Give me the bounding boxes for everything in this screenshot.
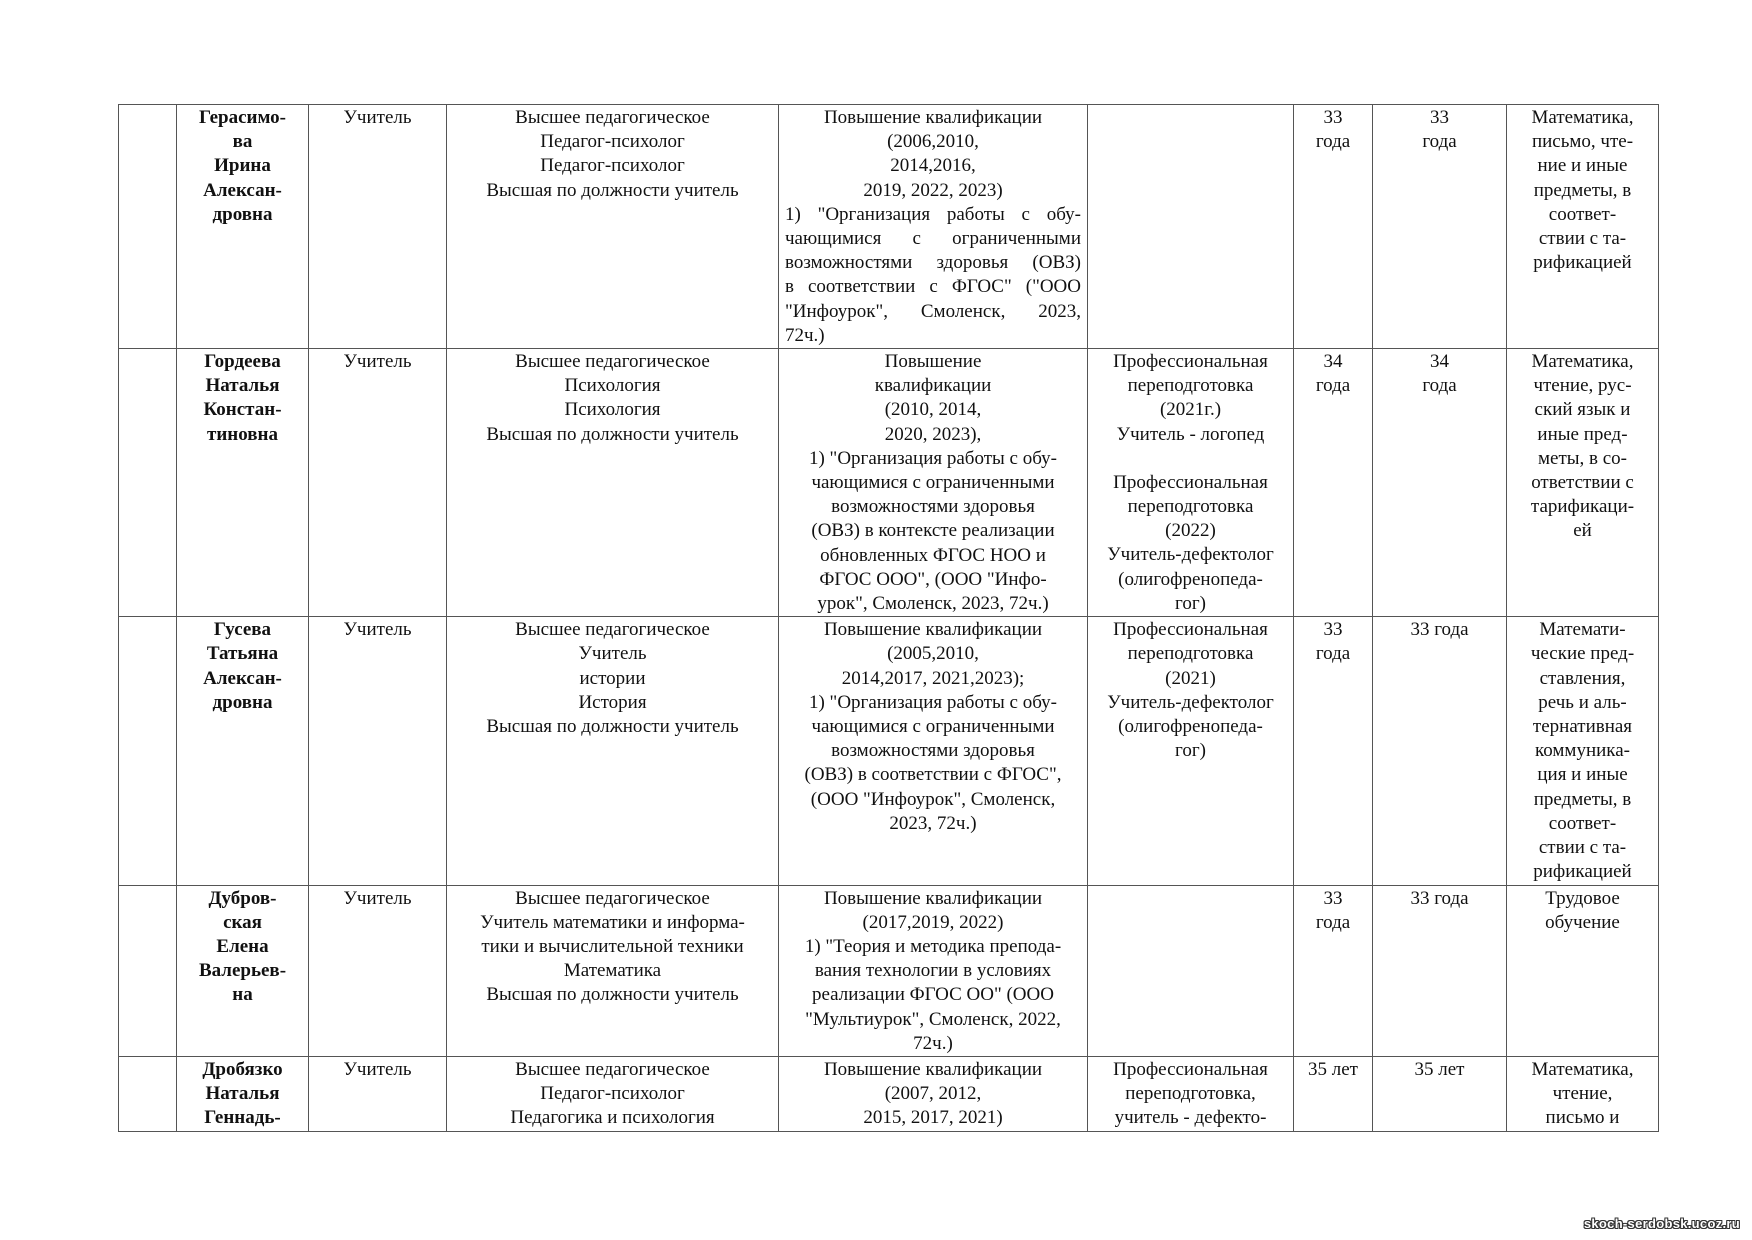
total-experience-line: года — [1315, 911, 1351, 933]
subjects-line: иные пред- — [1537, 423, 1628, 445]
retraining-line: (2021) — [1165, 667, 1216, 689]
teacher-name-line: дровна — [212, 691, 273, 713]
training-line: обновленных ФГОС НОО и — [820, 544, 1046, 566]
teacher-name-line: Наталья — [205, 1083, 280, 1105]
subjects-line: письмо и — [1545, 1107, 1620, 1129]
table-row — [119, 885, 1659, 1056]
teacher-name-cell — [177, 1056, 309, 1131]
total-experience-cell — [1294, 105, 1373, 349]
teaching-experience-line: 35 лет — [1414, 1058, 1465, 1080]
education-line: Учитель математики и информа- — [480, 911, 745, 933]
teacher-name-line: Герасимо- — [198, 107, 287, 128]
training-line: возможностями здоровья (ОВЗ) — [785, 252, 1081, 274]
table-row — [119, 1056, 1659, 1131]
teacher-name-line: Валерьев- — [198, 960, 287, 982]
retraining-cell — [1088, 885, 1294, 1056]
teaching-experience-line: 33 — [1430, 107, 1449, 128]
subjects-line: Трудовое — [1545, 887, 1620, 909]
position-text: Учитель — [343, 107, 412, 128]
training-line: вания технологии в условиях — [814, 960, 1052, 982]
retraining-line: Профессиональная — [1113, 619, 1268, 641]
education-line: Педагог-психолог — [540, 155, 685, 177]
training-line: 1) "Теория и методика препода- — [804, 935, 1062, 957]
education-line: Педагогика и психология — [510, 1107, 715, 1129]
education-line: Психология — [564, 399, 661, 421]
training-cell — [779, 617, 1088, 885]
row-number-cell — [119, 1056, 177, 1131]
training-line: Повышение — [884, 351, 982, 373]
retraining-cell — [1088, 1056, 1294, 1131]
retraining-line: Профессиональная — [1113, 471, 1268, 493]
teacher-name-line: Дробязко — [202, 1058, 283, 1080]
training-line: (2017,2019, 2022) — [862, 911, 1004, 933]
teacher-name-line: Татьяна — [206, 643, 279, 665]
subjects-line: предметы, в — [1533, 788, 1632, 810]
training-line: "Инфоурок", Смоленск, 2023, — [785, 300, 1081, 322]
training-line: (2005,2010, — [887, 643, 979, 665]
subjects-line: ствии с та- — [1538, 837, 1627, 859]
training-cell — [779, 349, 1088, 617]
total-experience-line: 35 лет — [1308, 1058, 1358, 1080]
teacher-name-line: на — [232, 984, 253, 1006]
retraining-cell — [1088, 349, 1294, 617]
education-line: Высшая по должности учитель — [486, 716, 739, 738]
training-line: 2015, 2017, 2021) — [863, 1107, 1003, 1129]
teaching-experience-cell — [1373, 617, 1507, 885]
subjects-line: ответствии с — [1531, 472, 1634, 494]
teaching-experience-cell — [1373, 885, 1507, 1056]
training-line: Повышение квалификации — [823, 1058, 1043, 1080]
subjects-line: тернативная — [1532, 716, 1633, 738]
education-cell — [447, 885, 779, 1056]
training-line: (2007, 2012, — [884, 1083, 982, 1105]
total-experience-line: 33 — [1323, 619, 1343, 641]
training-line: (ОВЗ) в контексте реализации — [811, 520, 1055, 542]
training-line: чающимися с ограниченными — [811, 716, 1055, 738]
site-watermark: skoch-serdobsk.ucoz.ru — [1583, 1216, 1740, 1231]
retraining-line: Учитель-дефектолог — [1107, 691, 1274, 713]
position-cell — [309, 349, 447, 617]
retraining-line: (2021г.) — [1159, 399, 1222, 421]
retraining-line: (олигофренопеда- — [1118, 716, 1263, 738]
training-line: (2006,2010, — [887, 131, 979, 153]
training-cell — [779, 1056, 1088, 1131]
staff-table-body — [119, 105, 1659, 1132]
education-cell — [447, 105, 779, 349]
training-line: 1) "Организация работы с обу- — [808, 447, 1057, 469]
teacher-name-line: Гордеева — [204, 351, 281, 373]
position-text: Учитель — [343, 351, 412, 373]
subjects-line: рификацией — [1533, 252, 1632, 274]
teaching-experience-line: 34 — [1430, 351, 1449, 373]
retraining-line: Профессиональная — [1113, 351, 1268, 373]
training-line: чающимися с ограниченными — [785, 228, 1081, 250]
education-line: Высшее педагогическое — [515, 887, 710, 909]
total-experience-line: года — [1315, 375, 1351, 397]
subjects-cell — [1507, 617, 1659, 885]
training-line: 72ч.) — [913, 1032, 953, 1054]
education-line: История — [578, 691, 647, 713]
teaching-experience-line: 33 года — [1410, 887, 1469, 909]
education-line: Высшее педагогическое — [515, 1058, 710, 1080]
subjects-line: Математика, — [1531, 107, 1634, 128]
total-experience-line: 33 — [1323, 887, 1343, 909]
total-experience-line: года — [1315, 131, 1351, 153]
subjects-line: тарификаци- — [1530, 496, 1635, 518]
subjects-line: ей — [1573, 520, 1592, 542]
row-number-cell — [119, 105, 177, 349]
position-cell — [309, 617, 447, 885]
subjects-cell — [1507, 349, 1659, 617]
subjects-line: Математика, — [1531, 351, 1634, 373]
education-cell — [447, 349, 779, 617]
row-number-cell — [119, 885, 177, 1056]
subjects-line: обучение — [1545, 911, 1620, 933]
teacher-name-line: дровна — [212, 203, 273, 225]
subjects-line: письмо, чте- — [1531, 131, 1634, 153]
subjects-line: коммуника- — [1535, 740, 1630, 762]
retraining-cell — [1088, 105, 1294, 349]
training-line: квалификации — [874, 375, 992, 397]
subjects-line: ческие пред- — [1530, 643, 1635, 665]
training-line: Повышение квалификации — [823, 887, 1043, 909]
teacher-name-line: Алексан- — [203, 179, 282, 201]
retraining-line: гог) — [1175, 592, 1206, 614]
training-line: в соответствии с ФГОС" ("ООО — [785, 276, 1081, 298]
teacher-name-line: Ирина — [214, 155, 271, 177]
training-line: реализации ФГОС ОО" (ООО — [812, 984, 1054, 1006]
position-cell — [309, 105, 447, 349]
position-text: Учитель — [343, 619, 412, 641]
total-experience-cell — [1294, 617, 1373, 885]
training-line: урок", Смоленск, 2023, 72ч.) — [817, 593, 1049, 615]
position-cell — [309, 885, 447, 1056]
education-line: Педагог-психолог — [540, 131, 685, 153]
table-row — [119, 617, 1659, 885]
teacher-name-cell — [177, 349, 309, 617]
row-number-cell — [119, 617, 177, 885]
teaching-experience-line: года — [1422, 131, 1457, 153]
subjects-line: ние и иные — [1537, 155, 1628, 177]
education-line: Высшее педагогическое — [515, 619, 710, 641]
training-cell — [779, 885, 1088, 1056]
retraining-line: переподготовка, — [1125, 1083, 1256, 1105]
retraining-line: (олигофренопеда- — [1118, 568, 1263, 590]
training-line: 1) "Организация работы с обу- — [808, 691, 1057, 713]
position-text: Учитель — [343, 887, 412, 909]
training-line: ФГОС ООО", (ООО "Инфо- — [819, 568, 1047, 590]
subjects-cell — [1507, 105, 1659, 349]
subjects-line: соответ- — [1548, 203, 1617, 225]
subjects-line: меты, в со- — [1537, 447, 1627, 469]
teaching-experience-cell — [1373, 349, 1507, 617]
subjects-line: ставления, — [1539, 667, 1626, 689]
subjects-line: ский язык и — [1534, 399, 1631, 421]
subjects-line: предметы, в — [1533, 179, 1632, 201]
retraining-line: Учитель - логопед — [1116, 423, 1265, 445]
staff-table — [118, 104, 1659, 1132]
training-line: Повышение квалификации — [823, 107, 1043, 128]
teacher-name-line: Наталья — [205, 375, 280, 397]
training-line: 2019, 2022, 2023) — [863, 179, 1003, 201]
retraining-line: переподготовка — [1127, 496, 1254, 518]
training-line: чающимися с ограниченными — [811, 472, 1055, 494]
teacher-name-line: Констан- — [203, 399, 282, 421]
retraining-line: Профессиональная — [1113, 1058, 1268, 1080]
teacher-name-line: Геннадь- — [204, 1107, 281, 1129]
training-line: 72ч.) — [785, 324, 825, 346]
retraining-line: переподготовка — [1127, 375, 1254, 397]
position-cell — [309, 1056, 447, 1131]
subjects-line: ствии с та- — [1538, 228, 1627, 250]
teaching-experience-line: года — [1422, 375, 1457, 397]
retraining-cell — [1088, 617, 1294, 885]
training-line: 2014,2016, — [890, 155, 976, 177]
retraining-line: учитель - дефекто- — [1114, 1107, 1267, 1129]
teacher-name-cell — [177, 885, 309, 1056]
education-line: Педагог-психолог — [540, 1083, 685, 1105]
subjects-line: ция и иные — [1537, 764, 1628, 786]
subjects-line: соответ- — [1548, 812, 1617, 834]
education-line: Математика — [563, 960, 662, 982]
training-cell — [779, 105, 1088, 349]
table-row — [119, 349, 1659, 617]
subjects-line: Математика, — [1531, 1058, 1634, 1080]
training-line: 1) "Организация работы с обу- — [785, 203, 1081, 225]
total-experience-line: 33 — [1323, 107, 1343, 128]
retraining-line: гог) — [1175, 740, 1206, 762]
retraining-line: (2022) — [1165, 520, 1216, 542]
teaching-experience-line: 33 года — [1410, 619, 1469, 641]
education-line: Высшая по должности учитель — [486, 179, 739, 201]
training-line: возможностями здоровья — [831, 740, 1035, 762]
education-line: Высшее педагогическое — [515, 351, 710, 373]
teacher-name-line: ская — [223, 911, 262, 933]
training-line: возможностями здоровья — [831, 496, 1035, 518]
training-line: (ОВЗ) в соответствии с ФГОС", — [804, 764, 1062, 786]
training-line: "Мультиурок", Смоленск, 2022, — [805, 1008, 1061, 1030]
education-line: Высшая по должности учитель — [486, 984, 739, 1006]
subjects-line: чтение, — [1552, 1083, 1613, 1105]
teaching-experience-cell — [1373, 105, 1507, 349]
subjects-line: Математи- — [1539, 619, 1626, 641]
teacher-name-cell — [177, 105, 309, 349]
education-line: истории — [579, 667, 646, 689]
training-line: 2020, 2023), — [884, 423, 982, 445]
education-line: Высшее педагогическое — [515, 107, 710, 128]
training-line: 2014,2017, 2021,2023); — [841, 667, 1025, 689]
teacher-name-cell — [177, 617, 309, 885]
training-line: (ООО "Инфоурок", Смоленск, — [810, 788, 1056, 810]
teaching-experience-cell — [1373, 1056, 1507, 1131]
row-number-cell — [119, 349, 177, 617]
education-cell — [447, 617, 779, 885]
education-line: Психология — [564, 375, 661, 397]
education-cell — [447, 1056, 779, 1131]
teacher-name-line: тиновна — [207, 423, 278, 445]
retraining-line: Учитель-дефектолог — [1107, 544, 1274, 566]
subjects-cell — [1507, 885, 1659, 1056]
teacher-name-line: Гусева — [213, 619, 272, 641]
teacher-name-line: Елена — [216, 935, 269, 957]
training-line: Повышение квалификации — [823, 619, 1043, 641]
training-line: 2023, 72ч.) — [889, 812, 977, 834]
subjects-line: рификацией — [1533, 861, 1632, 883]
retraining-spacer — [1094, 447, 1287, 471]
table-row — [119, 105, 1659, 349]
teacher-name-line: Алексан- — [203, 667, 282, 689]
education-line: Высшая по должности учитель — [486, 423, 739, 445]
subjects-line: речь и аль- — [1538, 691, 1627, 713]
total-experience-cell — [1294, 885, 1373, 1056]
subjects-cell — [1507, 1056, 1659, 1131]
subjects-line: чтение, рус- — [1533, 375, 1632, 397]
education-line: тики и вычислительной техники — [481, 935, 744, 957]
total-experience-cell — [1294, 1056, 1373, 1131]
teacher-name-line: Дубров- — [208, 887, 277, 909]
training-line: (2010, 2014, — [884, 399, 982, 421]
total-experience-line: года — [1315, 643, 1351, 665]
retraining-line: переподготовка — [1127, 643, 1254, 665]
teacher-name-line: ва — [232, 131, 253, 153]
education-line: Учитель — [578, 643, 647, 665]
total-experience-line: 34 — [1323, 351, 1343, 373]
position-text: Учитель — [343, 1058, 412, 1080]
total-experience-cell — [1294, 349, 1373, 617]
